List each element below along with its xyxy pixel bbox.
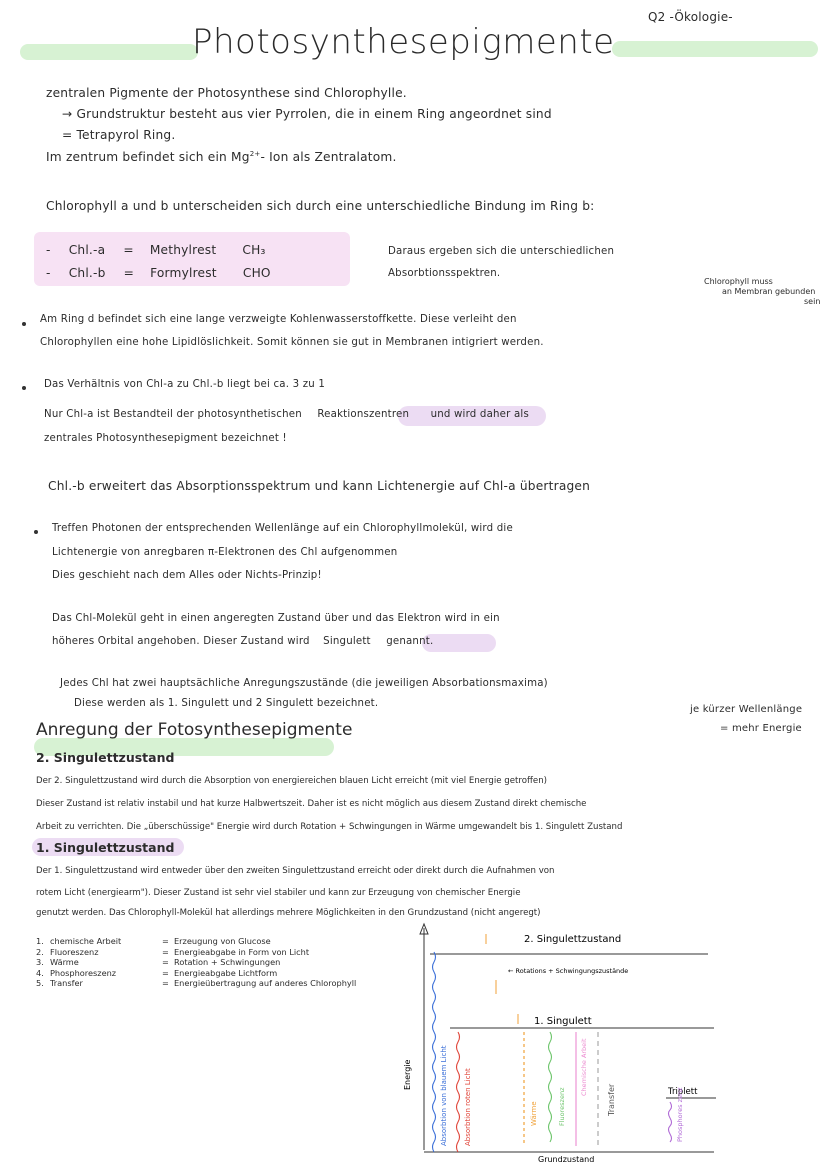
bullet3-line-5-b: genannt. xyxy=(386,636,434,647)
s1-title: 1. Singulettzustand xyxy=(36,840,175,855)
bullet3-line-5-mark: Singulett xyxy=(323,636,371,647)
s2-line-2: Dieser Zustand ist relativ instabil und hat kurze Halbwertszeit. Daher ist es nicht möglich aus diesem Zustand direkt chemische xyxy=(36,799,587,809)
phosphorescence-arrow xyxy=(669,1102,672,1142)
bullet-dot-3 xyxy=(34,530,38,534)
wavelength-note-1: je kürzer Wellenlänge xyxy=(690,704,803,715)
list-item: 5. Transfer = Energieübertragung auf anderes Chlorophyll xyxy=(36,978,357,989)
bullet2-line-2-mark: Reaktionszentren xyxy=(317,409,410,420)
intro-line-1: zentralen Pigmente der Photosynthese sind Chlorophylle. xyxy=(46,86,407,100)
bullet2-line-2-a: Nur Chl-a ist Bestandteil der photosynthetischen xyxy=(44,409,302,420)
intro-line-4-a: Im zentrum befindet sich ein Mg xyxy=(46,150,250,165)
chl-b-dash: - xyxy=(46,266,51,280)
intro-line-4-b: - Ion als Zentralatom. xyxy=(260,150,397,165)
red-absorption-label: Absorbtion roten Licht xyxy=(464,1068,472,1146)
fluorescence-arrow xyxy=(549,1032,552,1142)
chl-a-row xyxy=(46,243,266,257)
bullet3-line-6: Jedes Chl hat zwei hauptsächliche Anregungszustände (die jeweiligen Absorbationsmaxima) xyxy=(60,678,548,689)
list-item: 4. Phosphoreszenz = Energieabgabe Lichtform xyxy=(36,967,278,978)
bullet1-line-1: Am Ring d befindet sich eine lange verzweigte Kohlenwasserstoffkette. Diese verleiht den xyxy=(40,314,517,325)
s2-title: 2. Singulettzustand xyxy=(36,750,175,765)
intro-line-4-sup: 2+ xyxy=(249,150,261,158)
chl-b-rest: Formylrest xyxy=(150,266,217,280)
chl-b-eq: = xyxy=(123,266,135,280)
rotation-label: ← Rotations + Schwingungszustände xyxy=(508,967,629,975)
page-title: Photosynthesepigmente xyxy=(192,22,615,62)
chl-a-formula: CH₃ xyxy=(242,243,266,257)
chl-a-dash: - xyxy=(46,243,51,257)
intro-line-4 xyxy=(46,150,397,164)
chl-diff-intro: Chlorophyll a und b unterscheiden sich durch eine unterschiedliche Bindung im Ring b: xyxy=(46,199,595,213)
transfer-label: Transfer xyxy=(607,1083,616,1116)
bullet3-line-5 xyxy=(52,636,433,647)
chl-a-eq: = xyxy=(123,243,134,257)
chl-a-rest: Methylrest xyxy=(149,243,217,257)
energy-diagram xyxy=(380,920,720,1168)
chl-result-2: Absorbtionsspektren. xyxy=(388,268,501,279)
title-highlight-left xyxy=(20,44,198,60)
bullet2-line-4: Chl.-b erweitert das Absorptionsspektrum und kann Lichtenergie auf Chl-a übertragen xyxy=(48,479,591,493)
wavelength-note-2: = mehr Energie xyxy=(720,723,802,734)
bullet2-line-2 xyxy=(44,409,529,420)
chl-a-name: Chl.-a xyxy=(68,243,106,257)
level-s2-label: 2. Singulettzustand xyxy=(524,934,622,945)
title-highlight-right xyxy=(612,41,818,57)
intro-line-2: → Grundstruktur besteht aus vier Pyrrolen, die in einem Ring angeordnet sind xyxy=(62,107,552,121)
s2-line-1: Der 2. Singulettzustand wird durch die Absorption von energiereichen blauen Licht erreicht (mit viel Energie getroffen) xyxy=(36,776,548,786)
phosphorescence-label: Phosphores zenz xyxy=(676,1087,684,1142)
bullet3-line-5-a: höheres Orbital angehoben. Dieser Zustand wird xyxy=(52,636,310,647)
bullet2-line-1: Das Verhältnis von Chl-a zu Chl.-b liegt bei ca. 3 zu 1 xyxy=(44,379,326,390)
bullet3-line-7: Diese werden als 1. Singulett und 2 Singulett bezeichnet. xyxy=(74,698,379,709)
bullet2-line-3: zentrales Photosynthesepigment bezeichnet ! xyxy=(44,433,287,444)
bullet3-line-3: Dies geschieht nach dem Alles oder Nichts-Prinzip! xyxy=(52,570,322,581)
side-note-2: an Membran gebunden xyxy=(722,287,816,296)
ground-label: Grundzustand xyxy=(538,1155,595,1164)
chl-result-1: Daraus ergeben sich die unterschiedlichen xyxy=(388,246,615,257)
chl-b-row xyxy=(46,266,271,280)
s1-line-3: genutzt werden. Das Chlorophyll-Molekül hat allerdings mehrere Möglichkeiten in den Grundzustand (nicht angeregt) xyxy=(36,908,541,918)
s1-line-1: Der 1. Singulettzustand wird entweder über den zweiten Singulettzustand erreicht oder direkt durch die Aufnahmen von xyxy=(36,866,555,876)
level-s1-label: 1. Singulett xyxy=(534,1016,592,1027)
chemical-work-label: Chemische Arbeit xyxy=(580,1038,588,1096)
triplet-label: Triplett xyxy=(668,1087,698,1097)
y-axis-label: Energie xyxy=(403,1059,412,1090)
bullet1-line-2: Chlorophyllen eine hohe Lipidlöslichkeit. Somit können sie gut in Membranen intigriert werden. xyxy=(40,337,544,348)
bullet3-line-2: Lichtenergie von anregbaren π-Elektronen des Chl aufgenommen xyxy=(52,547,398,558)
blue-absorption-arrow xyxy=(433,952,436,1152)
list-item: 3. Wärme = Rotation + Schwingungen xyxy=(36,957,281,968)
bullet2-line-2-b: und wird daher als xyxy=(430,409,529,420)
fluorescence-label: Fluoreszenz xyxy=(558,1087,566,1126)
list-item: 1. chemische Arbeit = Erzeugung von Glucose xyxy=(36,936,271,946)
bullet3-line-4: Das Chl-Molekül geht in einen angeregten Zustand über und das Elektron wird in ein xyxy=(52,613,500,624)
s2-line-3: Arbeit zu verrichten. Die „überschüssige" Energie wird durch Rotation + Schwingungen in Wärme umgewandelt bis 1. Singulett Zustand xyxy=(36,822,623,832)
section-heading: Anregung der Fotosynthesepigmente xyxy=(36,720,353,740)
heat-label: Wärme xyxy=(530,1101,538,1126)
bullet-dot-2 xyxy=(22,386,26,390)
red-absorption-arrow xyxy=(457,1032,460,1152)
s1-line-2: rotem Licht (energiearm"). Dieser Zustand ist sehr viel stabiler und kann zur Erzeugung von chemischer Energie xyxy=(36,888,521,898)
pathway-list xyxy=(36,936,356,989)
chl-b-formula: CHO xyxy=(242,266,271,280)
course-label: Q2 -Ökologie- xyxy=(648,10,733,24)
blue-absorption-label: Absorbtion von blauem Licht xyxy=(440,1045,448,1146)
list-item: 2. Fluoreszenz = Energieabgabe in Form von Licht xyxy=(36,946,310,957)
side-note-3: sein xyxy=(804,297,821,306)
chl-b-name: Chl.-b xyxy=(68,266,106,280)
intro-line-3: = Tetrapyrol Ring. xyxy=(62,128,176,142)
bullet-dot-1 xyxy=(22,322,26,326)
bullet3-line-1: Treffen Photonen der entsprechenden Wellenlänge auf ein Chlorophyllmolekül, wird die xyxy=(52,523,513,534)
side-note-1: Chlorophyll muss xyxy=(704,277,773,286)
